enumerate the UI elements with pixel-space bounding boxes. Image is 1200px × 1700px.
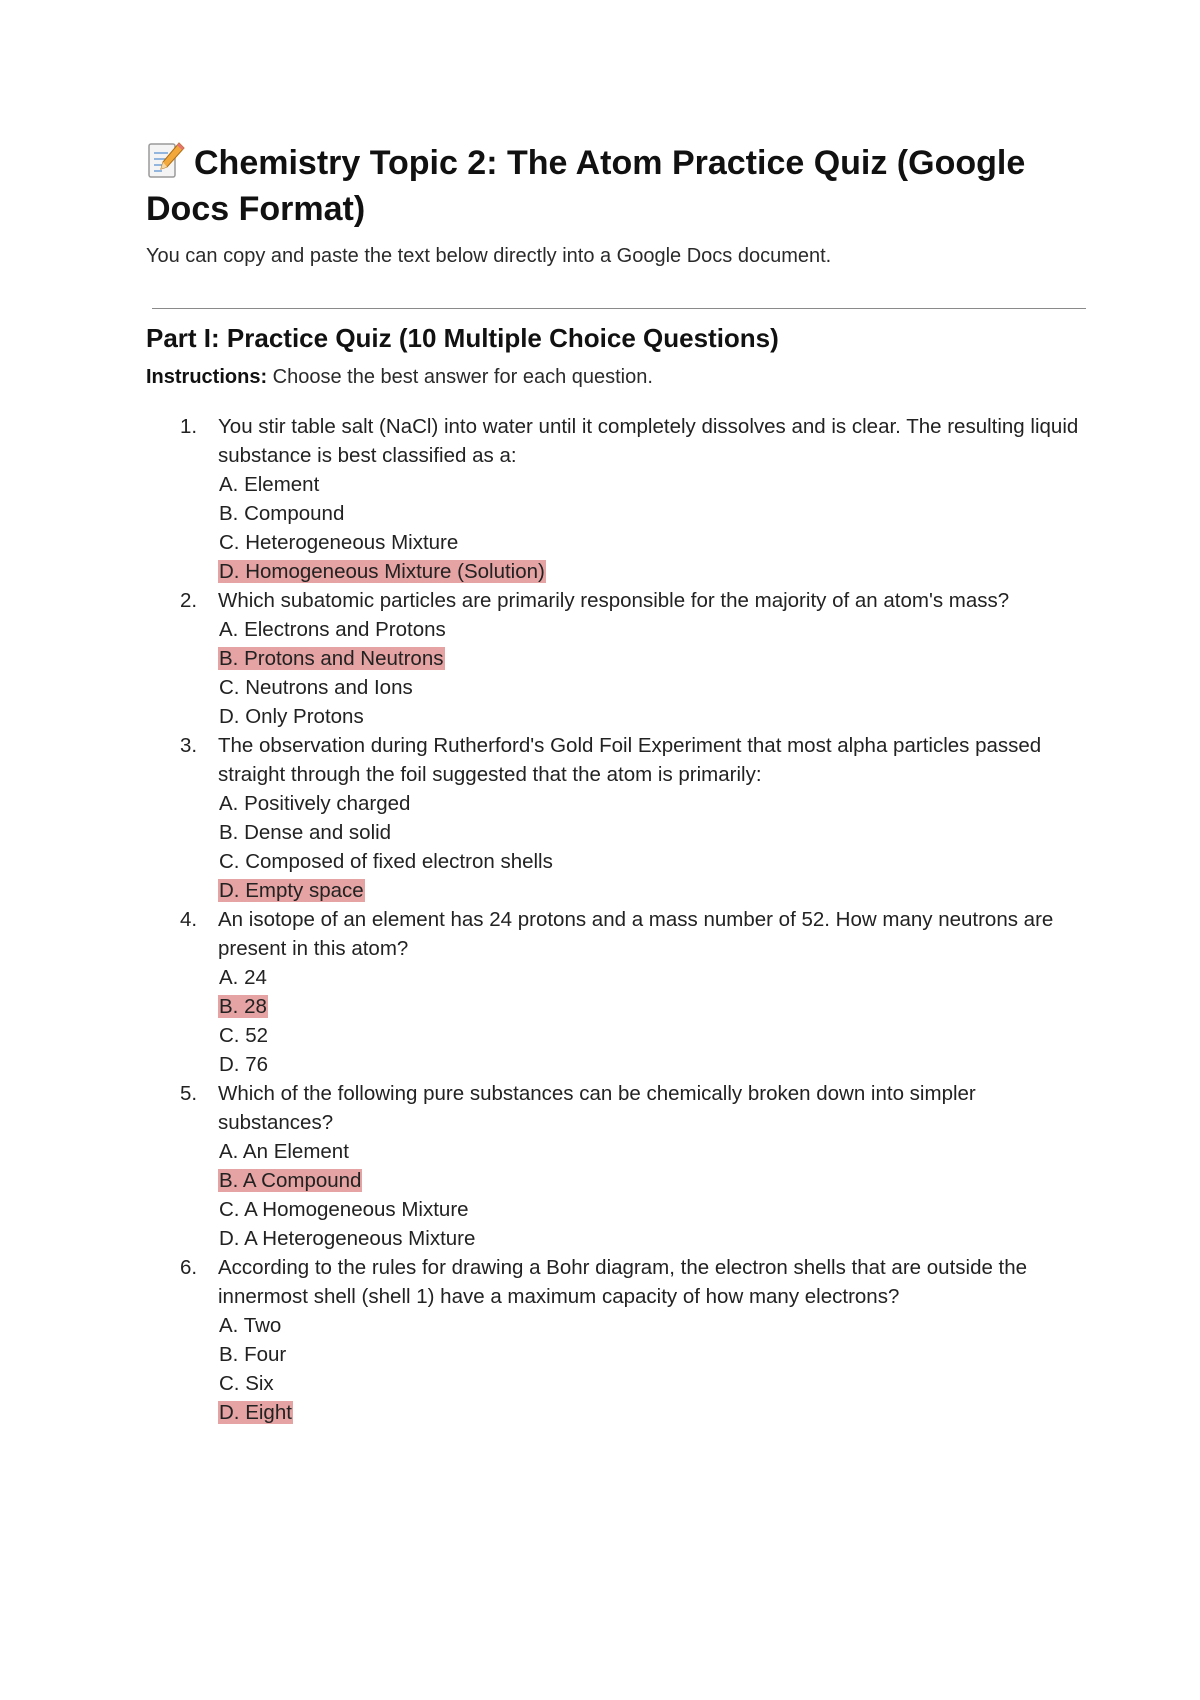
answer-option-text: D. Only Protons: [219, 705, 364, 728]
answer-option: [218, 1224, 1086, 1253]
question-text: Which subatomic particles are primarily responsible for the majority of an atom's mass?: [218, 589, 1010, 612]
question-number: 5.: [180, 1082, 198, 1105]
quiz-question: [146, 1253, 1086, 1427]
answer-option-text: A. Electrons and Protons: [219, 618, 446, 641]
horizontal-divider: [152, 308, 1086, 309]
answer-option-text: C. 52: [219, 1024, 268, 1047]
quiz-question: [146, 731, 1086, 905]
question-number: 1.: [180, 415, 198, 438]
answer-option: [218, 615, 1086, 644]
answer-option: [218, 702, 1086, 731]
answer-option: [218, 673, 1086, 702]
answer-option-text: C. Six: [219, 1372, 274, 1395]
answer-option: [218, 1195, 1086, 1224]
answer-option-text: D. 76: [219, 1053, 268, 1076]
answer-option-text: D. Homogeneous Mixture (Solution): [219, 560, 545, 583]
answer-option-text: C. Neutrons and Ions: [219, 676, 413, 699]
answer-option-highlighted: [218, 1398, 1086, 1427]
answer-options: [218, 470, 1086, 586]
answer-options: [218, 963, 1086, 1079]
document-subtitle: You can copy and paste the text below directly into a Google Docs document.: [146, 245, 832, 267]
answer-option-text: C. Composed of fixed electron shells: [219, 850, 553, 873]
answer-option-text: B. Compound: [219, 502, 345, 525]
question-text: An isotope of an element has 24 protons and a mass number of 52. How many neutrons are present in this atom?: [218, 908, 1054, 960]
document-page: [146, 140, 1086, 1427]
answer-option-highlighted: [218, 1166, 1086, 1195]
section-title: Part I: Practice Quiz (10 Multiple Choice Questions): [146, 323, 779, 353]
answer-option-text: D. Eight: [219, 1401, 292, 1424]
answer-options: [218, 1311, 1086, 1427]
answer-option: [218, 818, 1086, 847]
answer-option: [218, 1137, 1086, 1166]
answer-options: [218, 789, 1086, 905]
answer-option-text: D. Empty space: [219, 879, 364, 902]
answer-option: [218, 1021, 1086, 1050]
answer-option-text: B. A Compound: [219, 1169, 362, 1192]
answer-option-highlighted: [218, 557, 1086, 586]
question-text: You stir table salt (NaCl) into water until it completely dissolves and is clear. The resulting liquid substance is best classified as a:: [218, 415, 1079, 467]
document-title: [146, 140, 1086, 232]
document-title-text: Chemistry Topic 2: The Atom Practice Quiz (Google Docs Format): [146, 144, 1026, 228]
answer-option-text: A. An Element: [219, 1140, 349, 1163]
memo-pencil-icon: [146, 140, 186, 180]
answer-option-text: B. Dense and solid: [219, 821, 392, 844]
answer-option-text: A. Element: [219, 473, 320, 496]
question-text: Which of the following pure substances can be chemically broken down into simpler substances?: [218, 1082, 976, 1134]
answer-option: [218, 1369, 1086, 1398]
quiz-question: [146, 1079, 1086, 1253]
answer-option: [218, 1050, 1086, 1079]
answer-option-text: B. 28: [219, 995, 267, 1018]
quiz-question: [146, 586, 1086, 731]
answer-option-text: A. Two: [219, 1314, 282, 1337]
answer-option-text: A. Positively charged: [219, 792, 411, 815]
answer-option-highlighted: [218, 644, 1086, 673]
instructions-label: Instructions:: [146, 366, 268, 388]
answer-option: [218, 499, 1086, 528]
answer-option: [218, 963, 1086, 992]
answer-option: [218, 1311, 1086, 1340]
answer-option: [218, 470, 1086, 499]
answer-option: [218, 528, 1086, 557]
instructions: [146, 362, 1086, 392]
answer-option-text: A. 24: [219, 966, 267, 989]
answer-options: [218, 615, 1086, 731]
question-number: 3.: [180, 734, 198, 757]
quiz-question-list: [146, 412, 1086, 1427]
instructions-text: Choose the best answer for each question.: [267, 366, 653, 388]
answer-option-text: B. Four: [219, 1343, 287, 1366]
answer-options: [218, 1137, 1086, 1253]
answer-option-text: B. Protons and Neutrons: [219, 647, 444, 670]
answer-option-text: D. A Heterogeneous Mixture: [219, 1227, 476, 1250]
question-text: According to the rules for drawing a Bohr diagram, the electron shells that are outside the innermost shell (shell 1) have a maximum capacity of how many electrons?: [218, 1256, 1028, 1308]
answer-option: [218, 789, 1086, 818]
answer-option-text: C. Heterogeneous Mixture: [219, 531, 459, 554]
answer-option: [218, 1340, 1086, 1369]
answer-option-text: C. A Homogeneous Mixture: [219, 1198, 469, 1221]
answer-option-highlighted: [218, 876, 1086, 905]
question-text: The observation during Rutherford's Gold Foil Experiment that most alpha particles passed straight through the foil suggested that the atom is primarily:: [218, 734, 1042, 786]
question-number: 2.: [180, 589, 198, 612]
answer-option: [218, 847, 1086, 876]
quiz-question: [146, 905, 1086, 1079]
question-number: 4.: [180, 908, 198, 931]
quiz-question: [146, 412, 1086, 586]
answer-option-highlighted: [218, 992, 1086, 1021]
question-number: 6.: [180, 1256, 198, 1279]
